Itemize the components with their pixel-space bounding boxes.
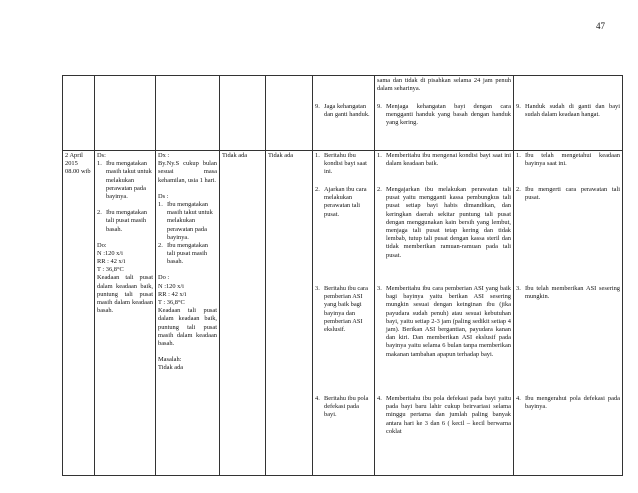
date-cell: 2 April 2015 08.00 wib [63,151,95,476]
table-row [63,76,623,151]
list-item: 1. Ibu telah mengetahui keadaan bayinya saat ini. [516,152,620,168]
implementation-cell: sama dan tidak di pisahkan selama 24 jam penuh dalam seharinya. 9. Menjaga kehangatan bayi dengan cara mengganti handuk yang basah dengan handuk yang kering. [375,76,514,151]
page-number: 47 [596,21,605,31]
diagnosis-cell: Dx : By.Ny.S cukup bulan sesuai masa kehamilan, usia 1 hari. Ds : 1. Ibu mengatakan masih takut untuk melakukan perawatan pada bayinya. 2. Ibu mengatakan tali pusat masih basah. Do : N :120 x/i RR : 42 x/i T : 36,8°C Keadaan tali pusat dalam keadaan baik, puntung tali pusat masih dalam keadaan basah. Masalah: Tidak ada [156,151,220,476]
implementation-cell [375,151,514,476]
immediate-action-cell: Tidak ada [266,151,313,476]
list-item: 4. Memberitahu ibu pola defekasi pada bayi yaitu pada bayi baru lahir cukup beirvariasi selama minggu pertama dan jumlah paling banyak antara hari ke 3 dan 6 ( kecil – kecil berwarna coklat [377,395,511,435]
list-item: 4. Ibu mengerahui pola defekasi pada bayinya. [516,395,620,411]
list-item: 1. Memberitahu ibu mengenai kondisi bayi saat ini dalam keadaan baik. [377,152,511,168]
care-table [62,75,623,476]
plan-cell [313,76,375,151]
list-item: 1. Ibu mengatakan masih takut untuk melakukan perawatan pada bayinya. [97,160,152,200]
evaluation-cell [514,76,623,151]
plan-cell [313,151,375,476]
data-cell: Ds: 1. Ibu mengatakan masih takut untuk melakukan perawatan pada bayinya. 2. Ibu mengatakan tali pusat masih basah. Do: N :120 x/i RR : 42 x/i T : 36,8°C Keadaan tali pusat dalam keadaan baik, puntung tali pusat masih dalam keadaan basah. [95,151,156,476]
list-item: 2. Mengajarkan ibu melakukan perawatan tali pusat yaitu mengganti kassa pembungkus tali pusat setiap bayi habis dimandikan, dan keringkan daerah sekitar puntung tali pusat dengan menggunakan kain bersih yang lembut, menjaga tali pusat tetap kering dan tidak lembab, tutup tali pusat dengan kassa steril dan tidak memberikan ramuan-ramuan pada tali pusat. [377,186,511,259]
table-row [63,151,623,476]
list-item: 9. Jaga kehangatan dan ganti handuk. [315,103,370,119]
list-item: 3. Memberitahu ibu cara pemberian ASI yang baik bagi bayinya yaitu berikan ASI sesering mungkin sesuai dengan keinginan ibu (jika payudara sudah penuh) atau sesuai kebutuhan bayi, yaitu setiap 2-3 jam (paling sedikit setiap 4 jam). Berikan ASI bergantian, payudara kanan dan kiri. Dan memberikan ASI ekslusif pada bayinya yaitu selama 6 bulan tanpa memberikan makanan tambahan apapun terhadap bayi. [377,285,511,358]
list-item: 2. Ibu mengatakan tali pusat masih basah. [158,241,208,266]
list-item: 1. Beritahu ibu kondisi bayi saat ini. [315,152,367,176]
list-item: 9. Menjaga kehangatan bayi dengan cara mengganti handuk yang basah dengan handuk yang kering. [377,103,511,127]
list-item: 2. Ajarkan ibu cara melakukan perawatan tali pusat. [315,186,367,218]
list-item: 2. Ibu mengerti cara perawatan tali pusat. [516,186,620,202]
list-item: 4. Beritahu ibu pola defekasi pada bayi. [315,395,369,419]
evaluation-cell [514,151,623,476]
list-item: 3. Ibu telah memberikan ASI sesering mungkin. [516,285,620,301]
list-item: 3. Beritahu ibu cara pemberian ASI yang baik bagi bayinya dan pemberian ASI ekslusif. [315,285,369,333]
potential-problem-cell: Tidak ada [220,151,266,476]
list-item: 1. Ibu mengatakan masih takut untuk melakukan perawatan pada bayinya. [158,200,213,241]
list-item: 2. Ibu mengatakan tali pusat masih basah. [97,209,147,233]
list-item: 9. Handuk sudah di ganti dan bayi sudah dalam keadaan hangat. [516,103,620,119]
